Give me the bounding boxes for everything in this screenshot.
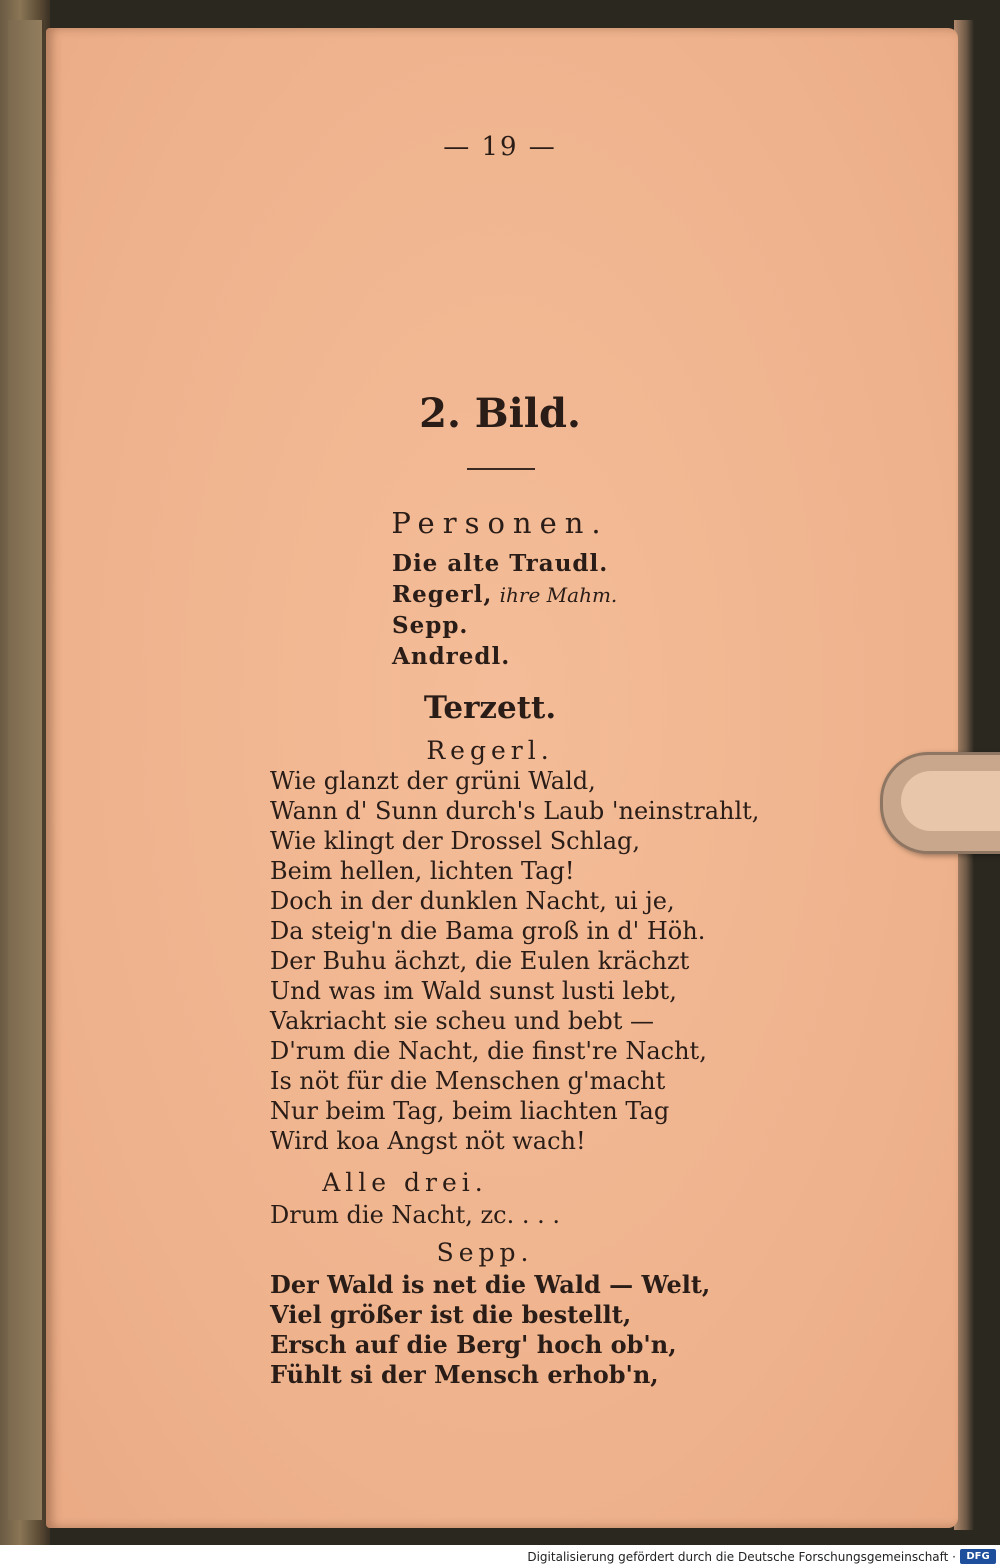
speaker-sepp: Sepp. bbox=[436, 1238, 534, 1267]
verse-line: Der Wald is net die Wald — Welt, bbox=[270, 1270, 711, 1299]
verse-line: Vakriacht sie scheu und bebt — bbox=[270, 1007, 655, 1035]
book-binding bbox=[0, 0, 50, 1545]
footer-bar bbox=[0, 1545, 1000, 1568]
verse-line: Und was im Wald sunst lusti lebt, bbox=[270, 977, 677, 1005]
cast-name: Die alte Traudl. bbox=[392, 550, 609, 577]
verse-line: Nur beim Tag, beim liachten Tag bbox=[270, 1097, 670, 1125]
verse-line: Doch in der dunklen Nacht, ui je, bbox=[270, 887, 675, 915]
verse-line: D'rum die Nacht, die finst're Nacht, bbox=[270, 1037, 707, 1065]
page-number: — 19 — bbox=[443, 132, 557, 162]
page-title: 2. Bild. bbox=[419, 390, 581, 437]
binding-edge bbox=[8, 20, 44, 1520]
cast-name: Regerl, bbox=[392, 581, 493, 608]
verse-regerl bbox=[270, 766, 759, 1156]
persons-heading: Personen. bbox=[391, 506, 609, 540]
verse-line: Wann d' Sunn durch's Laub 'neinstrahlt, bbox=[270, 797, 760, 825]
verse-line: Da steig'n die Bama groß in d' Höh. bbox=[270, 917, 706, 945]
verse-line: Wie klingt der Drossel Schlag, bbox=[270, 827, 641, 855]
verse-line: Wird koa Angst nöt wach! bbox=[270, 1127, 586, 1155]
cast-description: ihre Mahm. bbox=[499, 583, 618, 607]
cast-name: Sepp. bbox=[392, 612, 469, 639]
dfg-logo: DFG bbox=[960, 1549, 996, 1564]
verse-line: Beim hellen, lichten Tag! bbox=[270, 857, 575, 885]
cast-item bbox=[392, 610, 617, 641]
verse-line: Der Buhu ächzt, die Eulen krächzt bbox=[270, 947, 690, 975]
speaker-regerl: Regerl. bbox=[426, 736, 554, 765]
verse-alle-drei bbox=[270, 1200, 560, 1230]
cast-item bbox=[392, 579, 617, 610]
speaker-alle-drei: Alle drei. bbox=[322, 1168, 488, 1197]
bookmark-tab bbox=[880, 752, 1000, 854]
cast-name: Andredl. bbox=[392, 643, 511, 670]
bookmark-tab-inner bbox=[901, 771, 1000, 831]
verse-line: Ersch auf die Berg' hoch ob'n, bbox=[270, 1330, 677, 1359]
verse-line: Fühlt si der Mensch erhob'n, bbox=[270, 1360, 659, 1389]
funding-credit: Digitalisierung gefördert durch die Deutsche Forschungsgemeinschaft · bbox=[527, 1550, 956, 1564]
verse-line: Wie glanzt der grüni Wald, bbox=[270, 767, 596, 795]
cast-list bbox=[392, 548, 617, 672]
verse-sepp bbox=[270, 1270, 710, 1390]
verse-line: Drum die Nacht, zc. . . . bbox=[270, 1201, 561, 1229]
title-divider bbox=[467, 468, 535, 470]
cast-item bbox=[392, 641, 617, 672]
verse-line: Viel größer ist die bestellt, bbox=[270, 1300, 632, 1329]
section-title: Terzett. bbox=[423, 690, 557, 726]
verse-line: Is nöt für die Menschen g'macht bbox=[270, 1067, 666, 1095]
cast-item bbox=[392, 548, 617, 579]
